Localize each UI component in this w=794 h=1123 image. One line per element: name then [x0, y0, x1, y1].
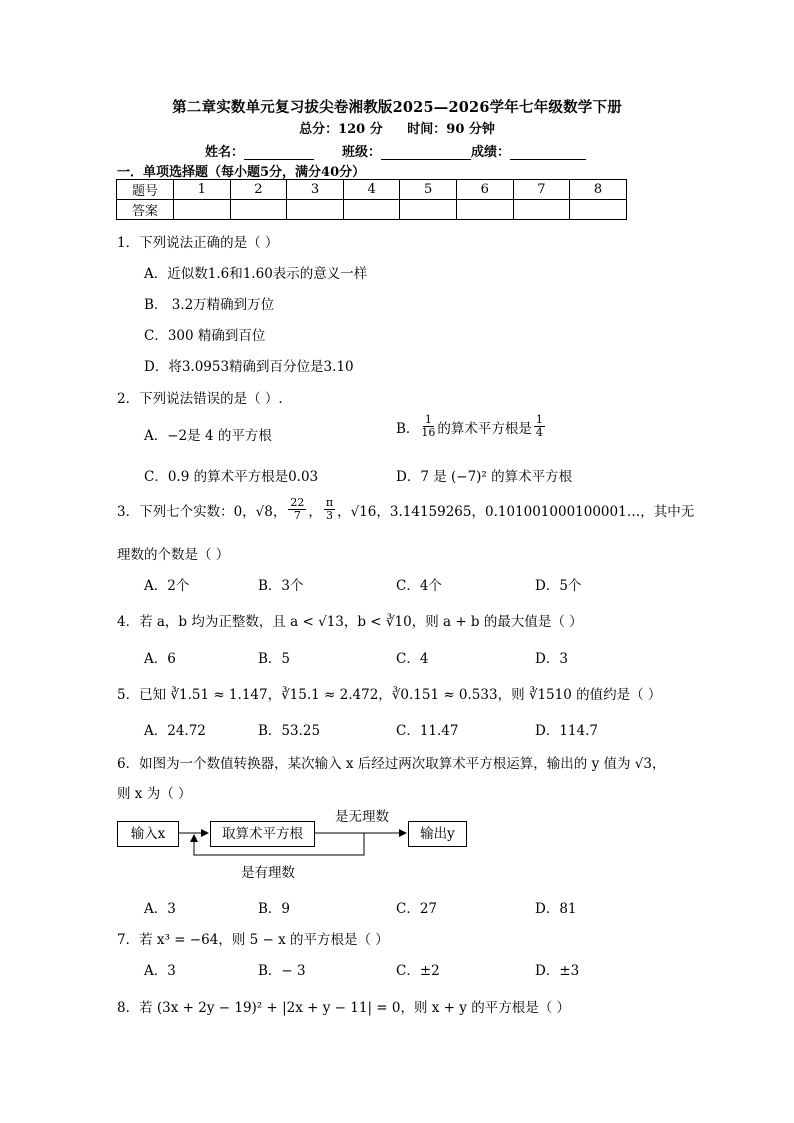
question-5-stem: 5．已知 ∛1.51 ≈ 1.147，∛15.1 ≈ 2.472，∛0.151 ≈ 0.533，则 ∛1510 的值约是（ ） [117, 687, 662, 703]
question-2-option-a[interactable]: A．−2是 4 的平方根 [144, 428, 272, 444]
question-7-option-c[interactable]: C．±2 [396, 963, 440, 979]
exam-time: 时间：90 分钟 [407, 122, 495, 137]
answer-table-answer-row [117, 200, 627, 220]
fraction-numerator: 22 [290, 496, 305, 509]
rational-label: 是有理数 [241, 865, 295, 881]
table-row-label: 题号 [117, 180, 174, 200]
fraction-denominator: 4 [535, 426, 543, 439]
question-1-option-c[interactable]: C．300 精确到百位 [144, 328, 266, 344]
table-cell-number: 6 [456, 180, 513, 200]
score-label: 成绩： [471, 145, 511, 160]
answer-table-number-row [117, 180, 627, 200]
question-3-stem-line2: 理数的个数是（ ） [117, 547, 230, 563]
question-4-option-b[interactable]: B．5 [258, 651, 291, 667]
question-6-option-a[interactable]: A．3 [144, 901, 176, 917]
question-6-option-c[interactable]: C．27 [396, 901, 438, 917]
option-b-middle: 的算术平方根是 [437, 420, 532, 437]
table-cell-number: 3 [287, 180, 344, 200]
question-2-option-d[interactable]: D．7 是 (−7)² 的算术平方根 [396, 469, 573, 485]
question-7-stem: 7．若 x³ = −64，则 5 − x 的平方根是（ ） [117, 932, 389, 948]
fraction [288, 497, 306, 522]
output-box: 输出y [408, 821, 467, 847]
answer-cell[interactable] [287, 200, 344, 220]
question-1-stem: 1．下列说法正确的是（ ） [117, 235, 279, 251]
question-3-option-b[interactable]: B．3个 [258, 578, 304, 594]
question-4-option-d[interactable]: D．3 [535, 651, 568, 667]
exam-title: 第二章实数单元复习拔尖卷湘教版2025—2026学年七年级数学下册 [172, 99, 622, 116]
question-3-stem [117, 497, 694, 522]
fraction [324, 497, 335, 522]
question-3-option-a[interactable]: A．2个 [144, 578, 190, 594]
separator: ， [308, 503, 322, 520]
exam-meta [0, 118, 794, 137]
answer-cell[interactable] [570, 200, 627, 220]
name-field[interactable] [244, 145, 314, 160]
question-2-option-c[interactable]: C．0.9 的算术平方根是0.03 [144, 469, 319, 485]
input-box: 输入x [117, 821, 179, 847]
question-2-option-b[interactable] [396, 414, 547, 439]
answer-cell[interactable] [456, 200, 513, 220]
question-6-stem: 6．如图为一个数值转换器，某次输入 x 后经过两次取算术平方根运算，输出的 y 值为 √3， [117, 756, 666, 772]
answer-cell[interactable] [174, 200, 231, 220]
question-4-option-c[interactable]: C．4 [396, 651, 429, 667]
number-converter-diagram [117, 809, 477, 885]
question-4-stem: 4．若 a，b 均为正整数，且 a < √13，b < ∛10，则 a + b 的最大值是（ ） [117, 614, 583, 630]
question-2-stem: 2．下列说法错误的是（ ）. [117, 391, 283, 407]
question-8-stem: 8．若 (3x + 2y − 19)² + |2x + y − 11| = 0，则 x + y 的平方根是（ ） [117, 1000, 570, 1016]
total-score: 总分：120 分 [299, 122, 383, 137]
table-cell-number: 4 [343, 180, 400, 200]
option-b-prefix: B． [396, 420, 420, 437]
table-row-label: 答案 [117, 200, 174, 220]
question-5-option-b[interactable]: B．53.25 [258, 723, 321, 739]
answer-cell[interactable] [230, 200, 287, 220]
question-4-option-a[interactable]: A．6 [144, 651, 176, 667]
question-7-option-b[interactable]: B．− 3 [258, 963, 306, 979]
fraction [421, 414, 435, 439]
question-5-option-c[interactable]: C．11.47 [396, 723, 459, 739]
answer-cell[interactable] [513, 200, 570, 220]
question-3-stem-end: ，√16，3.14159265，0.101001000100001…，其中无 [337, 503, 695, 520]
table-cell-number: 2 [230, 180, 287, 200]
question-1-option-a[interactable]: A．近似数1.6和1.60表示的意义一样 [144, 266, 368, 282]
question-5-option-d[interactable]: D．114.7 [535, 723, 598, 739]
fraction-numerator: 1 [535, 413, 543, 426]
class-label: 班级： [342, 145, 382, 160]
section-heading: 一．单项选择题（每小题5分，满分40分） [117, 165, 366, 180]
fraction [534, 414, 545, 439]
student-info [205, 141, 586, 160]
question-6-option-d[interactable]: D．81 [535, 901, 577, 917]
question-3-option-c[interactable]: C．4个 [396, 578, 442, 594]
fraction-denominator: 16 [421, 426, 436, 439]
question-7-option-d[interactable]: D．±3 [535, 963, 580, 979]
fraction-numerator: 1 [424, 413, 432, 426]
process-box: 取算术平方根 [210, 821, 315, 847]
answer-cell[interactable] [343, 200, 400, 220]
name-label: 姓名： [205, 145, 245, 160]
fraction-denominator: 7 [293, 509, 301, 522]
question-3-stem-start: 3．下列七个实数：0，√8， [117, 503, 287, 520]
question-1-option-b[interactable]: B． 3.2万精确到万位 [144, 297, 275, 313]
question-5-option-a[interactable]: A．24.72 [144, 723, 206, 739]
fraction-numerator: π [325, 496, 334, 509]
question-7-option-a[interactable]: A．3 [144, 963, 176, 979]
irrational-label: 是无理数 [335, 809, 389, 825]
question-1-option-d[interactable]: D．将3.0953精确到百分位是3.10 [144, 359, 354, 375]
table-cell-number: 1 [174, 180, 231, 200]
table-cell-number: 8 [570, 180, 627, 200]
table-cell-number: 5 [400, 180, 457, 200]
answer-cell[interactable] [400, 200, 457, 220]
class-field[interactable] [381, 145, 471, 160]
fraction-denominator: 3 [325, 509, 333, 522]
answer-table [116, 179, 627, 220]
table-cell-number: 7 [513, 180, 570, 200]
score-field[interactable] [510, 145, 586, 160]
question-6-stem-line2: 则 x 为（ ） [117, 786, 192, 802]
question-3-option-d[interactable]: D．5个 [535, 578, 582, 594]
question-6-option-b[interactable]: B．9 [258, 901, 291, 917]
